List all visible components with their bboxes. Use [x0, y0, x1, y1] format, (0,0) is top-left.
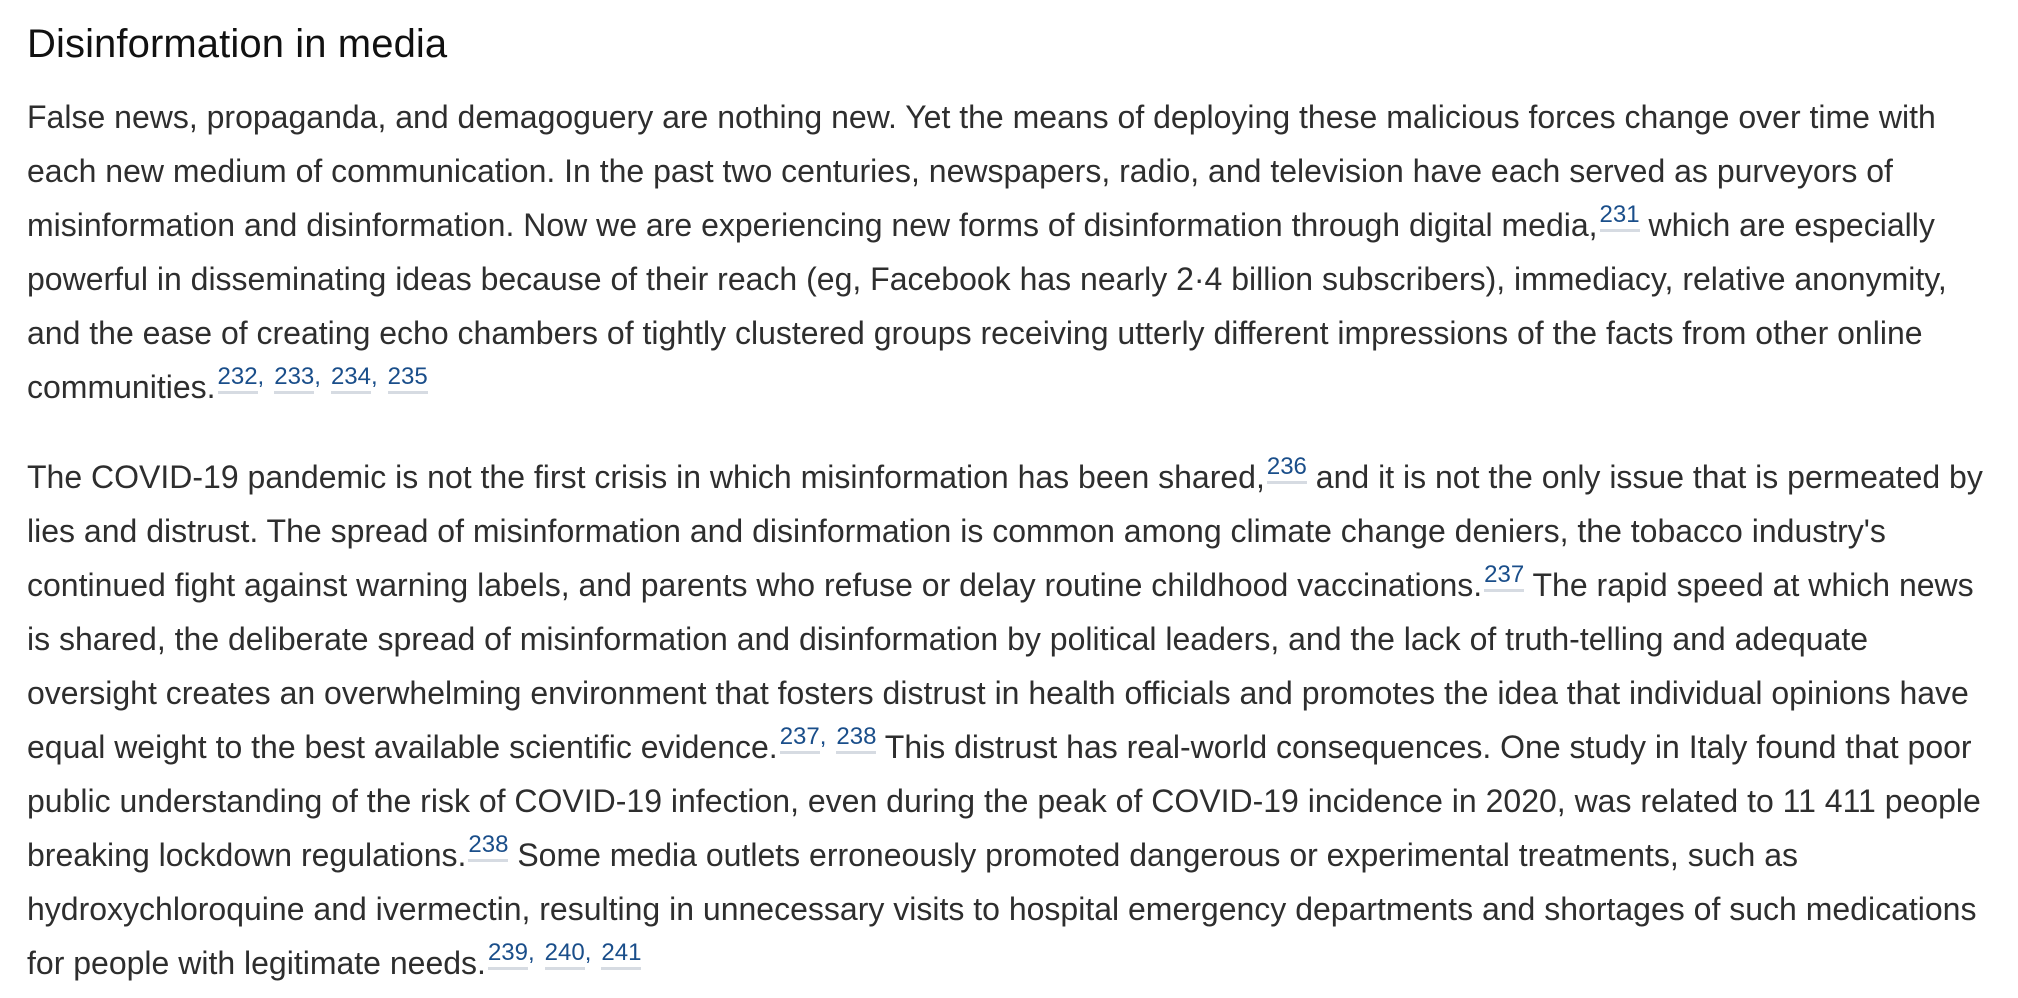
paragraph-2	[27, 450, 2002, 990]
citation-link[interactable]: 237	[1484, 561, 1524, 592]
section-heading: Disinformation in media	[27, 22, 448, 66]
citation-group	[1600, 201, 1640, 228]
citation-link[interactable]: 231	[1600, 201, 1640, 232]
citation-link[interactable]: 240	[545, 939, 585, 970]
citation-separator: ,	[257, 363, 265, 390]
citation-group	[488, 939, 641, 966]
article-body	[27, 0, 2002, 990]
citation-link[interactable]: 232	[218, 363, 258, 394]
paragraph-text: which are especially powerful in disseminating ideas because of their reach (eg, Facebook has nearly 2·4 billion subscribers), immediacy, relative anonymity, and the ease of creating echo chambers of tightly clustered groups receiving utterly different impressions of the facts from other online communities.	[27, 207, 1947, 405]
citation-group	[1267, 453, 1307, 480]
citation-link[interactable]: 234	[331, 363, 371, 394]
citation-group	[1484, 561, 1524, 588]
citation-group	[780, 723, 877, 750]
paragraph-text: The COVID-19 pandemic is not the first crisis in which misinformation has been shared,	[27, 459, 1265, 495]
citation-link[interactable]: 235	[388, 363, 428, 394]
citation-group	[218, 363, 428, 390]
paragraph-text: False news, propaganda, and demagoguery are nothing new. Yet the means of deploying these malicious forces change over time with each new medium of communication. In the past two centuries, newspapers, radio, and television have each served as purveyors of misinformation and disinformation. Now we are experiencing new forms of disinformation through digital media,	[27, 99, 1936, 243]
citation-link[interactable]: 237	[780, 723, 820, 754]
citation-link[interactable]: 238	[468, 831, 508, 862]
citation-link[interactable]: 236	[1267, 453, 1307, 484]
citation-separator: ,	[370, 363, 378, 390]
citation-link[interactable]: 233	[274, 363, 314, 394]
paragraph-1	[27, 90, 2002, 414]
paragraph-text: Some media outlets erroneously promoted dangerous or experimental treatments, such as hydroxychloroquine and ivermectin, resulting in unnecessary visits to hospital emergency departments and shortages of such medications for people with legitimate needs.	[27, 837, 1977, 981]
paragraph-text: This distrust has real-world consequences. One study in Italy found that poor public understanding of the risk of COVID-19 infection, even during the peak of COVID-19 incidence in 2020, was related to 11 411 people breaking lockdown regulations.	[27, 729, 1981, 873]
citation-separator: ,	[819, 723, 827, 750]
citation-separator: ,	[527, 939, 535, 966]
citation-link[interactable]: 238	[836, 723, 876, 754]
citation-link[interactable]: 239	[488, 939, 528, 970]
paragraph-text: and it is not the only issue that is permeated by lies and distrust. The spread of misinformation and disinformation is common among climate change deniers, the tobacco industry's continued fight against warning labels, and parents who refuse or delay routine childhood vaccinations.	[27, 459, 1983, 603]
citation-link[interactable]: 241	[601, 939, 641, 970]
citation-separator: ,	[314, 363, 321, 390]
citation-separator: ,	[584, 939, 592, 966]
citation-group	[468, 831, 508, 858]
paragraph-text: The rapid speed at which news is shared, the deliberate spread of misinformation and disinformation by political leaders, and the lack of truth-telling and adequate oversight creates an overwhelming environment that fosters distrust in health officials and promotes the idea that individual opinions have equal weight to the best available scientific evidence.	[27, 567, 1974, 765]
